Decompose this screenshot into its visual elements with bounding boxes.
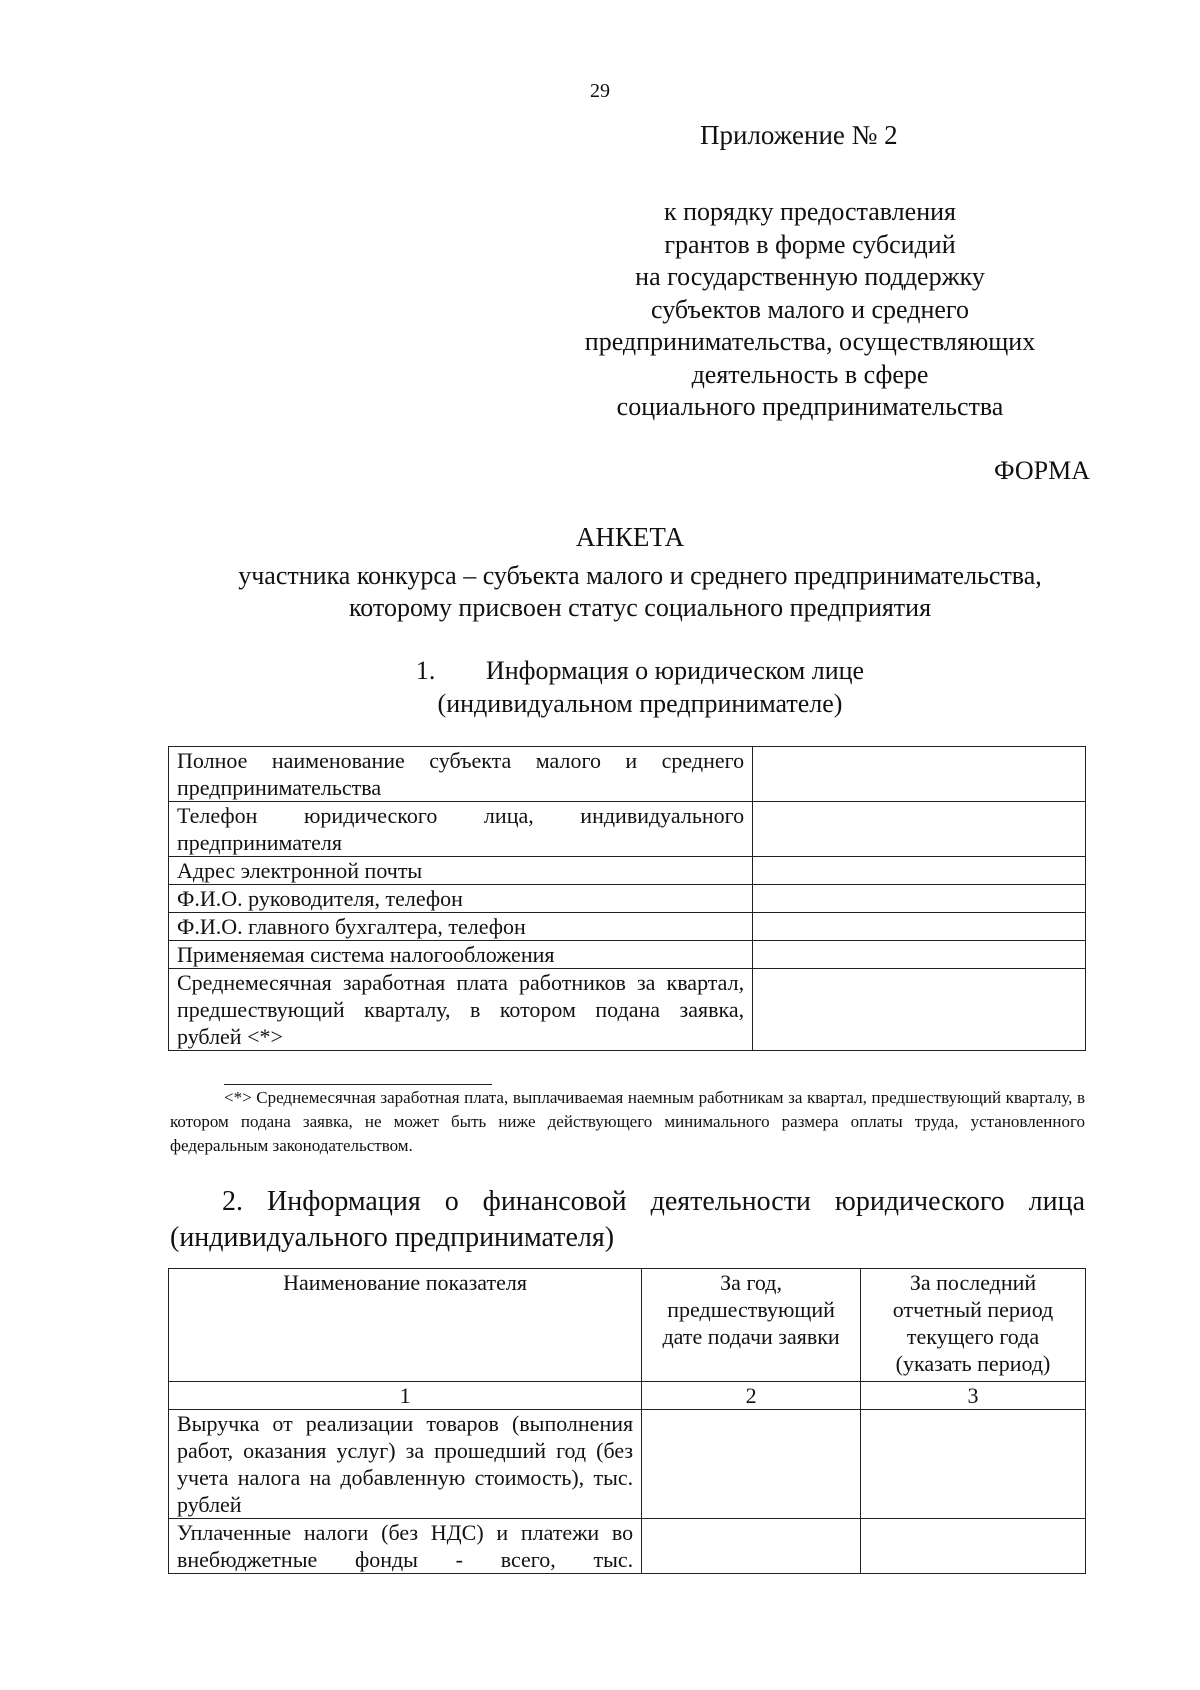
appendix-line: на государственную поддержку [635, 262, 985, 291]
footnote: <*> Среднемесячная заработная плата, выплачиваемая наемным работникам за квартал, предшествующий кварталу, в котором подана заявка, не может быть ниже действующего минимального размера оплаты труда, установленного федеральным законодательством. [170, 1088, 1085, 1155]
table-row [169, 941, 1086, 969]
subtitle-line: которому присвоен статус социального предприятия [348, 593, 932, 622]
column-header: За год, предшествующий дате подачи заявки [642, 1269, 861, 1382]
appendix-line: грантов в форме субсидий [664, 229, 956, 259]
column-header: Наименование показателя [169, 1269, 642, 1382]
table-row [169, 802, 1086, 857]
table-row [169, 969, 1086, 1051]
section1-title: Информация о юридическом лице [485, 656, 865, 685]
legal-entity-table [168, 746, 1086, 1051]
table-row [169, 1410, 1086, 1519]
page-number: 29 [590, 80, 610, 102]
row-value[interactable] [753, 969, 1086, 1051]
row-label: Полное наименование субъекта малого и среднего предпринимательства [169, 747, 753, 802]
row-value[interactable] [753, 913, 1086, 941]
row-value[interactable] [642, 1410, 861, 1519]
appendix-line: деятельность в сфере [691, 359, 929, 389]
table-header-row [169, 1269, 1086, 1382]
table-row [169, 885, 1086, 913]
subtitle-line: участника конкурса – субъекта малого и среднего предпринимательства, [238, 561, 1042, 590]
column-header: За последний отчетный период текущего года (указать период) [861, 1269, 1086, 1382]
section1-number: 1. [415, 656, 436, 685]
row-label: Телефон юридического лица, индивидуального предпринимателя [169, 802, 753, 857]
row-value[interactable] [861, 1410, 1086, 1519]
row-label [169, 1519, 642, 1574]
column-number: 3 [861, 1382, 1086, 1410]
row-label: Ф.И.О. главного бухгалтера, телефон [169, 913, 753, 941]
appendix-title: Приложение № 2 [700, 120, 898, 150]
document-title: АНКЕТА [575, 522, 685, 552]
row-label: Среднемесячная заработная плата работников за квартал, предшествующий кварталу, в котором подана заявка, рублей <*> [169, 969, 753, 1051]
row-value[interactable] [753, 857, 1086, 885]
footnote-divider [224, 1084, 492, 1085]
section1-heading [170, 654, 1110, 720]
row-value[interactable] [753, 802, 1086, 857]
column-number-row [169, 1382, 1086, 1410]
section1-title-line2: (индивидуальном предпринимателе) [437, 689, 843, 718]
appendix-line: предпринимательства, осуществляющих [584, 327, 1036, 356]
form-label: ФОРМА [994, 456, 1090, 485]
appendix-line: к порядку предоставления [664, 197, 956, 226]
row-value[interactable] [753, 747, 1086, 802]
appendix-subtitle [560, 196, 1060, 424]
document-subtitle [170, 560, 1110, 624]
table-row [169, 747, 1086, 802]
financial-table [168, 1268, 1086, 1574]
row-label: Выручка от реализации товаров (выполнения работ, оказания услуг) за прошедший год (без учета налога на добавленную стоимость), тыс. рублей [169, 1410, 642, 1519]
table-row [169, 1519, 1086, 1574]
row-value[interactable] [642, 1519, 861, 1574]
column-number: 2 [642, 1382, 861, 1410]
row-label: Применяемая система налогообложения [169, 941, 753, 969]
appendix-line: социального предпринимательства [616, 392, 1004, 421]
row-value[interactable] [753, 941, 1086, 969]
row-label: Адрес электронной почты [169, 857, 753, 885]
row-value[interactable] [753, 885, 1086, 913]
table-row [169, 857, 1086, 885]
section2-heading: 2. Информация о финансовой деятельности юридического лица (индивидуального предпринимателя) [170, 1186, 1085, 1253]
row-label: Ф.И.О. руководителя, телефон [169, 885, 753, 913]
appendix-line: субъектов малого и среднего [651, 294, 969, 324]
row-value[interactable] [861, 1519, 1086, 1574]
row-label-text: Уплаченные налоги (без НДС) и платежи во внебюджетные фонды - всего, тыс. [177, 1520, 634, 1572]
column-number: 1 [169, 1382, 642, 1410]
table-row [169, 913, 1086, 941]
